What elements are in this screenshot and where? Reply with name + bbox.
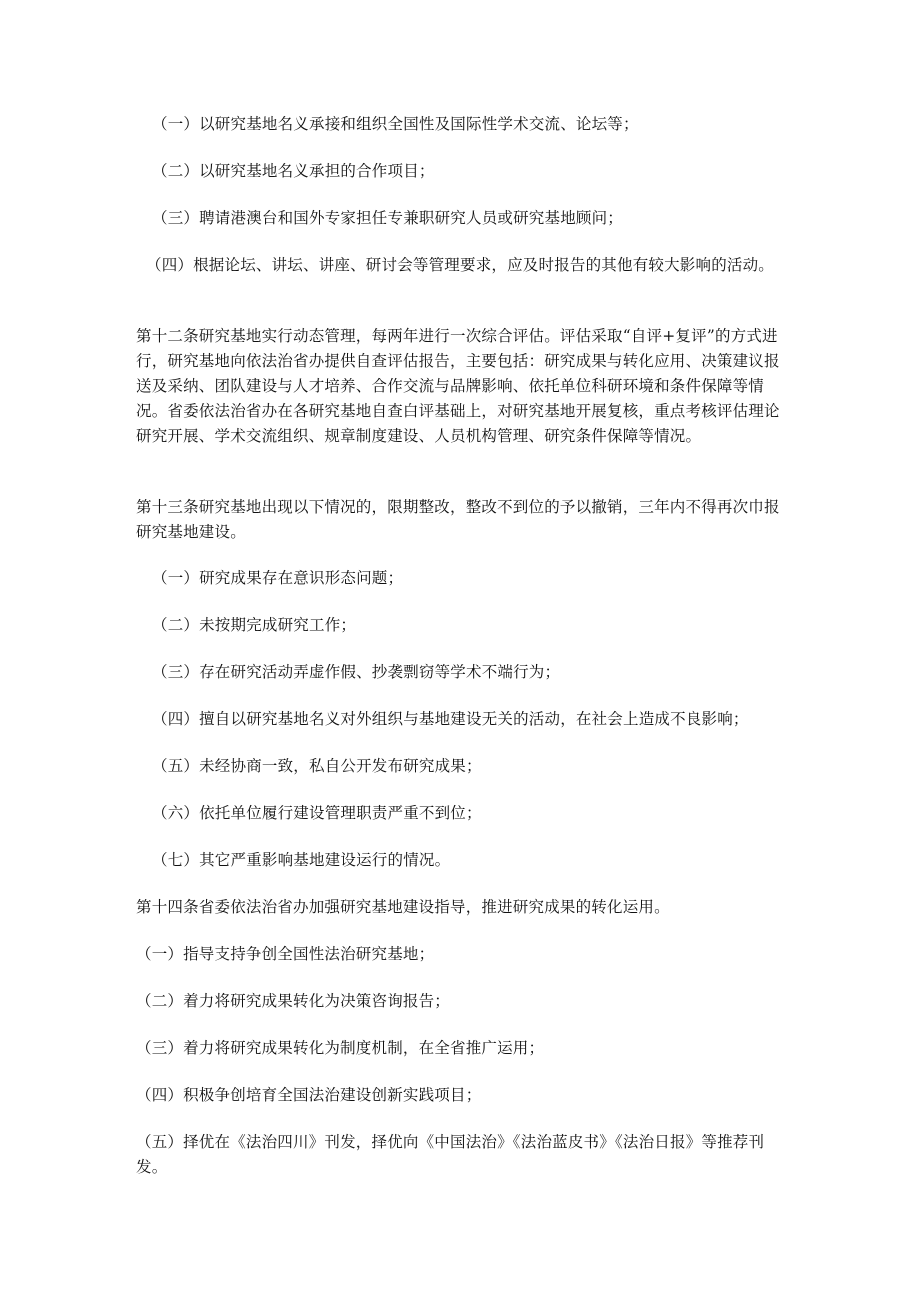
article-13: 第十三条研究基地出现以下情况的，限期整改，整改不到位的予以撤销，三年内不得再次巾报研究基地建设。 — [136, 498, 780, 541]
article-14-item-3: （三）着力将研究成果转化为制度机制，在全省推广运用； — [136, 1039, 545, 1057]
article-13-item-4: （四）擅自以研究基地名义对外组织与基地建设无关的活动，在社会上造成不良影响； — [152, 710, 749, 728]
article-13-item-3: （三）存在研究活动弄虚作假、抄袭剽窃等学术不端行为； — [152, 663, 561, 681]
article-14-item-2: （二）着力将研究成果转化为决策咨询报告； — [136, 992, 451, 1010]
paragraph-item-1: （一）以研究基地名义承接和组织全国性及国际性学术交流、论坛等； — [152, 115, 639, 133]
article-12: 第十二条研究基地实行动态管理，每两年进行一次综合评估。评估采取“自评+复评”的方式进行，研究基地向依法治省办提供自查评估报告，主要包括：研究成果与转化应用、决策建议报送及采纳、团队建设与人才培养、合作交流与品牌影响、依托单位科研环境和条件保障等情况。省委依法治省办在各研究基地自查白评基础上，对研究基地开展复核，重点考核评估理论研究开展、学术交流组织、规章制度建设、人员机构管理、研究条件保障等情况。 — [136, 327, 780, 445]
article-14: 第十四条省委依法治省办加强研究基地建设指导，推进研究成果的转化运用。 — [136, 898, 670, 916]
paragraph-item-3: （三）聘请港澳台和国外专家担任专兼职研究人员或研究基地顾问； — [152, 209, 624, 227]
article-14-item-5: （五）择优在《法治四川》刊发，择优向《中国法治》《法治蓝皮书》《法治日报》等推荐刊发。 — [136, 1133, 765, 1176]
article-14-item-4: （四）积极争创培育全国法治建设创新实践项目； — [136, 1086, 482, 1104]
article-13-item-7: （七）其它严重影响基地建设运行的情况。 — [152, 851, 451, 869]
article-14-item-1: （一）指导支持争创全国性法治研究基地； — [136, 945, 435, 963]
paragraph-item-2: （二）以研究基地名义承担的合作项目； — [152, 162, 435, 180]
article-13-item-5: （五）未经协商一致，私自公开发布研究成果； — [152, 757, 482, 775]
article-13-item-2: （二）未按期完成研究工作； — [152, 616, 357, 634]
article-13-item-1: （一）研究成果存在意识形态问题； — [152, 569, 404, 587]
article-13-item-6: （六）依托单位履行建设管理职责严重不到位； — [152, 804, 482, 822]
paragraph-item-4: （四）根据论坛、讲坛、讲座、研讨会等管理要求，应及时报告的其他有较大影响的活动。 — [146, 256, 775, 274]
